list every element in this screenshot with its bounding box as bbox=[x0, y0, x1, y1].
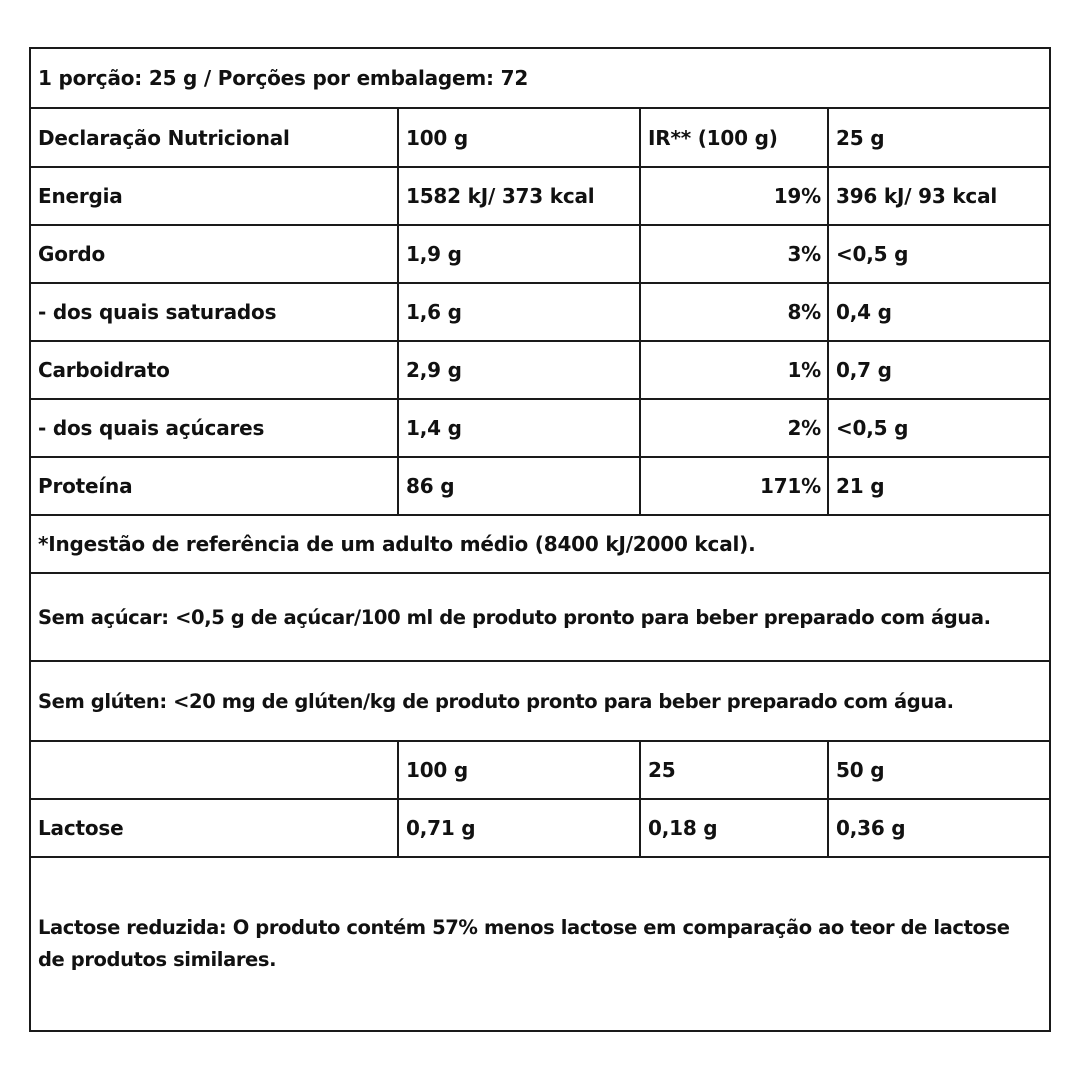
lactose-50g: 0,36 g bbox=[836, 816, 906, 840]
value-25g: 21 g bbox=[836, 474, 885, 498]
lactose-header-25: 25 bbox=[648, 758, 676, 782]
nutrient-name: Proteína bbox=[38, 474, 133, 498]
lactose-25: 0,18 g bbox=[648, 816, 718, 840]
value-100g: 2,9 g bbox=[406, 358, 462, 382]
header-100g: 100 g bbox=[406, 125, 469, 150]
gluten-free-claim: Sem glúten: <20 mg de glúten/kg de produto pronto para beber preparado com água. bbox=[38, 689, 954, 713]
lactose-header-50g: 50 g bbox=[836, 758, 885, 782]
nutrient-name: Carboidrato bbox=[38, 358, 170, 382]
sugar-free-claim: Sem açúcar: <0,5 g de açúcar/100 ml de produto pronto para beber preparado com água. bbox=[38, 605, 991, 629]
table-row bbox=[31, 226, 1049, 284]
reference-intake-footnote: *Ingestão de referência de um adulto médio (8400 kJ/2000 kcal). bbox=[38, 532, 756, 556]
table-row bbox=[31, 342, 1049, 400]
value-100g: 1582 kJ/ 373 kcal bbox=[406, 184, 595, 208]
table-row bbox=[31, 284, 1049, 342]
serving-info-row bbox=[31, 49, 1049, 109]
header-25g: 25 g bbox=[836, 125, 885, 150]
sugar-free-row bbox=[31, 574, 1049, 662]
value-25g: 0,7 g bbox=[836, 358, 892, 382]
value-ir: 8% bbox=[787, 300, 821, 324]
lactose-100g: 0,71 g bbox=[406, 816, 476, 840]
value-25g: <0,5 g bbox=[836, 242, 909, 266]
serving-info: 1 porção: 25 g / Porções por embalagem: 72 bbox=[38, 66, 529, 90]
lactose-header-blank bbox=[31, 742, 397, 798]
value-100g: 86 g bbox=[406, 474, 455, 498]
value-ir: 19% bbox=[773, 184, 821, 208]
nutrient-name: Gordo bbox=[38, 242, 106, 266]
value-100g: 1,9 g bbox=[406, 242, 462, 266]
value-25g: 0,4 g bbox=[836, 300, 892, 324]
nutrition-label bbox=[29, 47, 1051, 1032]
value-100g: 1,6 g bbox=[406, 300, 462, 324]
nutrient-name: - dos quais saturados bbox=[38, 300, 277, 324]
lactose-label: Lactose bbox=[38, 816, 124, 840]
value-ir: 171% bbox=[760, 474, 821, 498]
nutrient-name: Energia bbox=[38, 184, 123, 208]
value-ir: 2% bbox=[787, 416, 821, 440]
lactose-note-row bbox=[31, 858, 1049, 1030]
table-row bbox=[31, 168, 1049, 226]
value-ir: 1% bbox=[787, 358, 821, 382]
value-25g: 396 kJ/ 93 kcal bbox=[836, 184, 998, 208]
header-declaration: Declaração Nutricional bbox=[38, 125, 290, 150]
value-100g: 1,4 g bbox=[406, 416, 462, 440]
gluten-free-row bbox=[31, 662, 1049, 742]
table-row bbox=[31, 458, 1049, 516]
lactose-header-100g: 100 g bbox=[406, 758, 469, 782]
value-25g: <0,5 g bbox=[836, 416, 909, 440]
lactose-header-row bbox=[31, 742, 1049, 800]
lactose-reduced-note: Lactose reduzida: O produto contém 57% menos lactose em comparação ao teor de lactose de produtos similares. bbox=[38, 916, 1010, 971]
footnote-row bbox=[31, 516, 1049, 574]
header-ir: IR** (100 g) bbox=[648, 125, 778, 150]
value-ir: 3% bbox=[787, 242, 821, 266]
nutrient-name: - dos quais açúcares bbox=[38, 416, 265, 440]
lactose-row bbox=[31, 800, 1049, 858]
nutrition-header-row bbox=[31, 109, 1049, 168]
table-row bbox=[31, 400, 1049, 458]
